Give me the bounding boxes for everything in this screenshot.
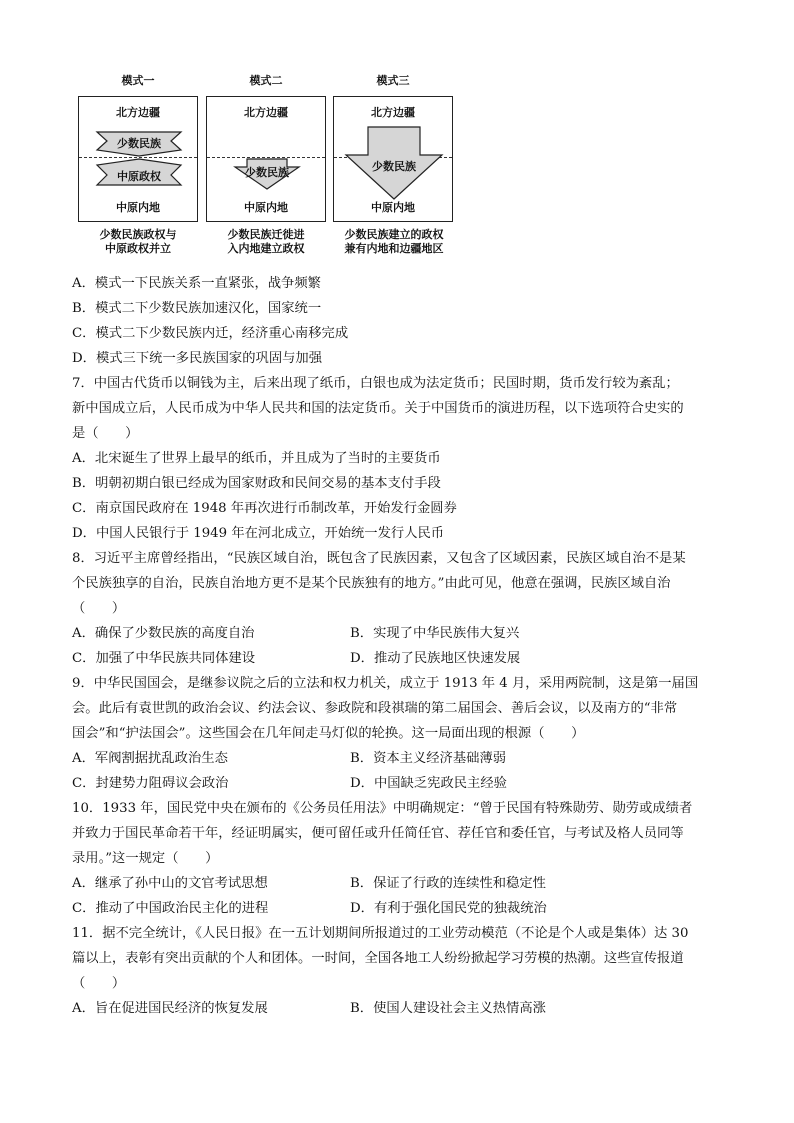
mode-2-caption-line-2: 入内地建立政权 <box>227 242 305 255</box>
modes-diagram <box>78 68 458 263</box>
q11-option-b: B．使国人建设社会主义热情高涨 <box>350 1001 546 1016</box>
mode-1-arrow-top-label: 少数民族 <box>117 137 161 150</box>
q9-stem-line-2: 会。此后有袁世凯的政治会议、约法会议、参政院和段祺瑞的第二届国会、善后会议，以及南方的“非常 <box>72 701 678 716</box>
mode-1-caption-line-2: 中原政权并立 <box>105 242 171 255</box>
q9-stem-line-3: 国会”和“护法国会”。这些国会在几年间走马灯似的轮换。这一局面出现的根源（ ） <box>72 726 585 741</box>
q8-stem-line-1: 8．习近平主席曾经指出，“民族区域自治，既包含了民族因素，又包含了区域因素，民族区域自治不是某 <box>72 551 686 566</box>
q11-stem-line-1: 11．据不完全统计，《人民日报》在一五计划期间所报道过的工业劳动模范（不论是个人或是集体）达 30 <box>72 926 689 941</box>
mode-1-arrow-bottom-label: 中原政权 <box>117 170 161 183</box>
q9-option-d: D．中国缺乏宪政民主经验 <box>350 776 507 791</box>
mode-3-inland-label: 中原内地 <box>371 201 415 214</box>
q7-option-a: A．北宋诞生了世界上最早的纸币，并且成为了当时的主要货币 <box>72 451 441 466</box>
mode-3-panel <box>333 96 453 222</box>
q10-option-b: B．保证了行政的连续性和稳定性 <box>350 876 546 891</box>
q9-option-c: C．封建势力阻碍议会政治 <box>72 776 229 791</box>
mode-3-arrow-label: 少数民族 <box>372 160 416 173</box>
q8-stem-line-2: 个民族独享的自治，民族自治地方更不是某个民族独有的地方。”由此可见，他意在强调，民族区域自治 <box>72 576 671 591</box>
q7-stem-line-2: 新中国成立后，人民币成为中华人民共和国的法定货币。关于中国货币的演进历程，以下选项符合史实的 <box>72 401 684 416</box>
mode-2-panel <box>206 96 326 222</box>
q7-option-c: C．南京国民政府在 1948 年再次进行币制改革，开始发行金圆券 <box>72 501 457 516</box>
q7-option-d: D．中国人民银行于 1949 年在河北成立，开始统一发行人民币 <box>72 526 445 541</box>
q7-option-b: B．明朝初期白银已经成为国家财政和民间交易的基本支付手段 <box>72 476 441 491</box>
mode-2-north-label: 北方边疆 <box>244 106 288 119</box>
q8-option-b: B．实现了中华民族伟大复兴 <box>350 626 520 641</box>
q8-stem-line-3: （ ） <box>72 601 126 616</box>
q11-stem-line-2: 篇以上，表彰有突出贡献的个人和团体。一时间，全国各地工人纷纷掀起学习劳模的热潮。这些宣传报道 <box>72 951 684 966</box>
q11-option-a: A．旨在促进国民经济的恢复发展 <box>72 1001 268 1016</box>
mode-1-caption-line-1: 少数民族政权与 <box>99 228 177 241</box>
mode-3-north-label: 北方边疆 <box>371 106 415 119</box>
mode-1-inland-label: 中原内地 <box>116 201 160 214</box>
mode-3-caption <box>326 228 462 256</box>
mode-3-caption-line-2: 兼有内地和边疆地区 <box>344 242 444 255</box>
mode-1-caption <box>73 228 203 256</box>
q7-stem-line-3: 是（ ） <box>72 426 139 441</box>
q8-option-d: D．推动了民族地区快速发展 <box>350 651 521 666</box>
q6-option-d: D．模式三下统一多民族国家的巩固与加强 <box>72 351 323 366</box>
mode-2-caption <box>201 228 331 256</box>
mode-3-title: 模式三 <box>376 74 410 87</box>
mode-2-title: 模式二 <box>249 74 283 87</box>
q10-stem-line-2: 并致力于国民革命若干年，经证明属实，便可留任或升任简任官、荐任官和委任官，与考试及格人员同等 <box>72 826 684 841</box>
mode-2-inland-label: 中原内地 <box>244 201 288 214</box>
mode-1-panel <box>78 96 198 222</box>
q6-option-c: C．模式二下少数民族内迁，经济重心南移完成 <box>72 326 349 341</box>
q9-option-b: B．资本主义经济基础薄弱 <box>350 751 507 766</box>
mode-2-arrow-label: 少数民族 <box>245 166 289 179</box>
mode-3-caption-line-1: 少数民族建立的政权 <box>344 228 444 241</box>
q10-stem-line-3: 录用。”这一规定（ ） <box>72 851 219 866</box>
q9-option-a: A．军阀割据扰乱政治生态 <box>72 751 228 766</box>
q10-option-d: D．有利于强化国民党的独裁统治 <box>350 901 547 916</box>
q8-option-a: A．确保了少数民族的高度自治 <box>72 626 255 641</box>
q10-option-c: C．推动了中国政治民主化的进程 <box>72 901 269 916</box>
mode-1-title: 模式一 <box>121 74 155 87</box>
q7-stem-line-1: 7．中国古代货币以铜钱为主，后来出现了纸币，白银也成为法定货币；民国时期，货币发行较为紊乱； <box>72 376 679 391</box>
q11-stem-line-3: （ ） <box>72 976 126 991</box>
q9-stem-line-1: 9．中华民国国会，是继参议院之后的立法和权力机关，成立于 1913 年 4 月，采用两院制，这是第一届国 <box>72 676 699 691</box>
q6-option-b: B．模式二下少数民族加速汉化，国家统一 <box>72 301 322 316</box>
q10-option-a: A．继承了孙中山的文官考试思想 <box>72 876 268 891</box>
mode-1-north-label: 北方边疆 <box>116 106 160 119</box>
q6-option-a: A．模式一下民族关系一直紧张，战争频繁 <box>72 276 321 291</box>
q10-stem-line-1: 10．1933 年，国民党中央在颁布的《公务员任用法》中明确规定：“曾于民国有特殊勋劳、勋劳或成绩者 <box>72 801 693 816</box>
mode-2-caption-line-1: 少数民族迁徙进 <box>227 228 305 241</box>
q8-option-c: C．加强了中华民族共同体建设 <box>72 651 256 666</box>
